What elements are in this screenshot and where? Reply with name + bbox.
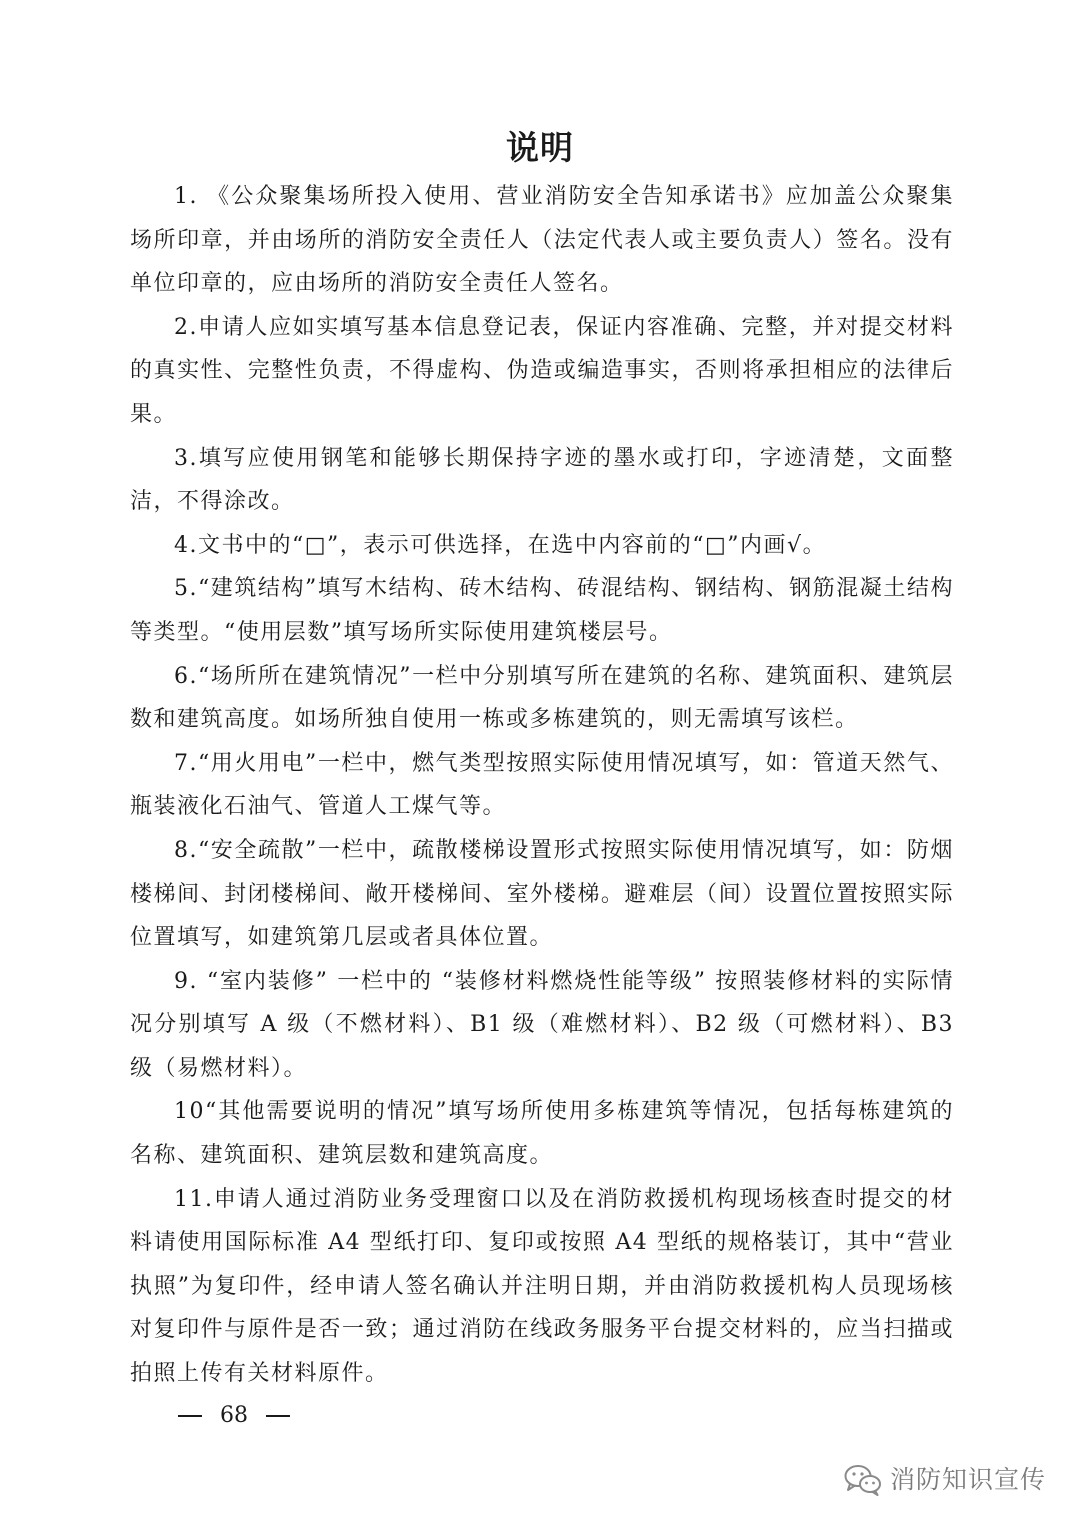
instructions-body (130, 175, 954, 1396)
paragraph-2: 2.申请人应如实填写基本信息登记表，保证内容准确、完整，并对提交材料的真实性、完整性负责，不得虚构、伪造或编造事实，否则将承担相应的法律后果。 (130, 314, 954, 427)
paragraph-5: 5.“建筑结构”填写木结构、砖木结构、砖混结构、钢结构、钢筋混凝土结构等类型。“使用层数”填写场所实际使用建筑楼层号。 (130, 576, 954, 645)
page-number (160, 1398, 308, 1434)
paragraph-11: 11.申请人通过消防业务受理窗口以及在消防救援机构现场核查时提交的材料请使用国际标准 A4 型纸打印、复印或按照 A4 型纸的规格装订，其中“营业执照”为复印件，经申请人签名确认并注明日期，并由消防救援机构人员现场核对复印件与原件是否一致；通过消防在线政务服务平台提交材料的，应当扫描或拍照上传有关材料原件。 (130, 1186, 954, 1387)
watermark-text: 消防知识宣传 (889, 1465, 1046, 1494)
paragraph-10: 10“其他需要说明的情况”填写场所使用多栋建筑等情况，包括每栋建筑的名称、建筑面积、建筑层数和建筑高度。 (130, 1099, 954, 1169)
page-number-value: 68 (220, 1403, 248, 1428)
page-number-left-dash (178, 1415, 202, 1417)
page-number-right-dash (266, 1415, 290, 1417)
paragraph-4: 4.文书中的“□”，表示可供选择，在选中内容前的“□”内画√。 (174, 532, 827, 558)
paragraph-9: 9. “室内装修” 一栏中的 “装修材料燃烧性能等级” 按照装修材料的实际情况分别填写 A 级（不燃材料）、B1 级（难燃材料）、B2 级（可燃材料）、B3 级（易燃材料）。 (130, 968, 954, 1081)
page-title: 说明 (506, 128, 574, 167)
paragraph-3: 3.填写应使用钢笔和能够长期保持字迹的墨水或打印，字迹清楚，文面整洁，不得涂改。 (130, 445, 954, 515)
paragraph-8: 8.“安全疏散”一栏中，疏散楼梯设置形式按照实际使用情况填写，如：防烟楼梯间、封闭楼梯间、敞开楼梯间、室外楼梯。避难层（间）设置位置按照实际位置填写，如建筑第几层或者具体位置。 (130, 837, 954, 951)
watermark (844, 1462, 1046, 1498)
paragraph-6: 6.“场所所在建筑情况”一栏中分别填写所在建筑的名称、建筑面积、建筑层数和建筑高度。如场所独自使用一栋或多栋建筑的，则无需填写该栏。 (130, 663, 954, 733)
paragraph-7: 7.“用火用电”一栏中，燃气类型按照实际使用情况填写，如：管道天然气、瓶装液化石油气、管道人工煤气等。 (130, 750, 954, 820)
paragraph-1: 1. 《公众聚集场所投入使用、营业消防安全告知承诺书》应加盖公众聚集场所印章，并由场所的消防安全责任人（法定代表人或主要负责人）签名。没有单位印章的，应由场所的消防安全责任人签名。 (130, 184, 954, 297)
wechat-icon (844, 1464, 882, 1496)
